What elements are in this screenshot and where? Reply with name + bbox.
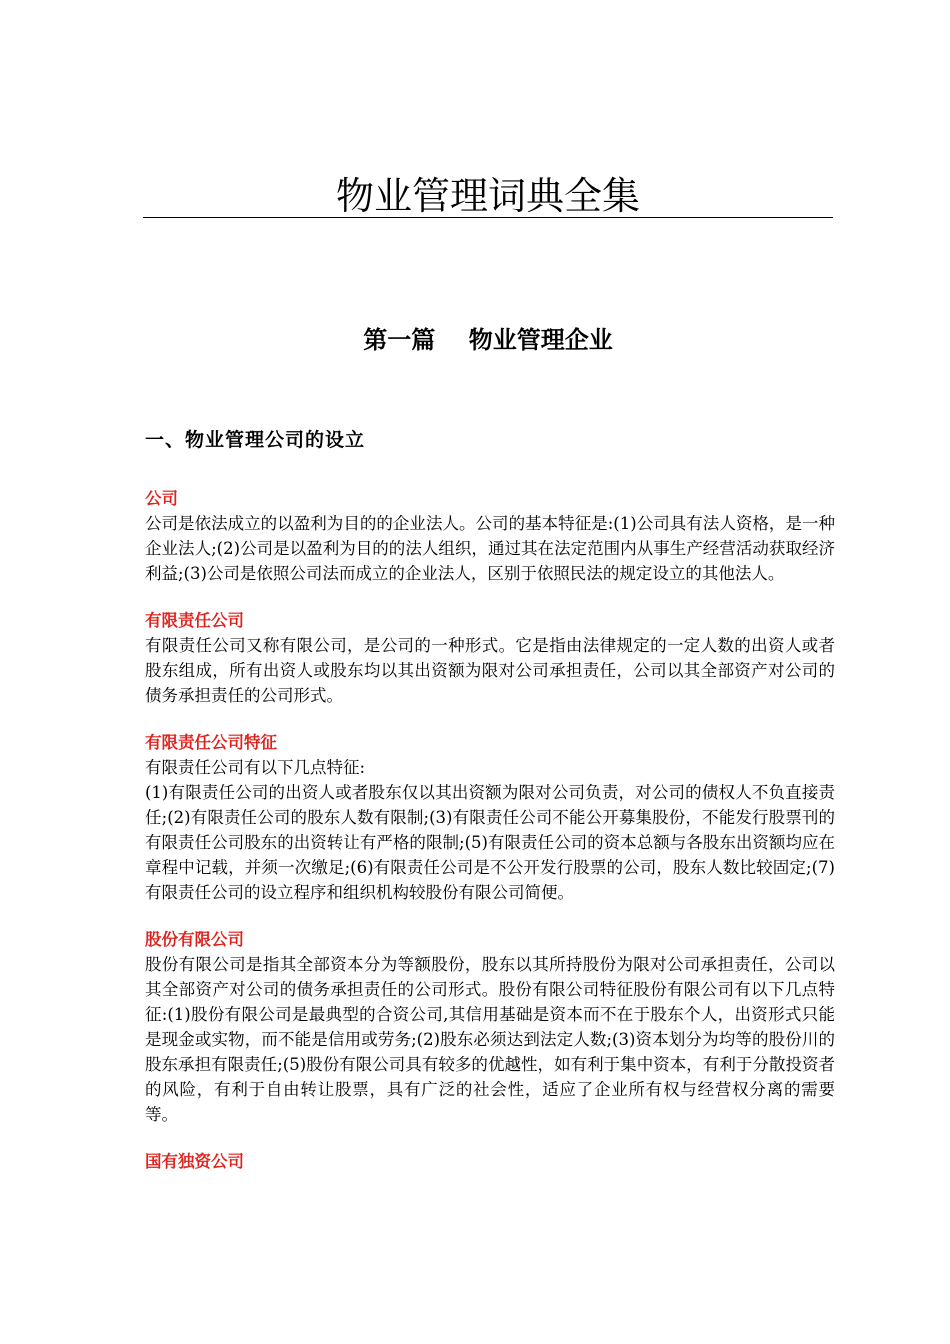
title-underline: [143, 217, 833, 218]
part-heading: 第一篇 物业管理企业: [363, 326, 613, 354]
entry-term: 有限责任公司: [145, 611, 244, 630]
entry-definition-intro: 有限责任公司有以下几点特征:: [145, 758, 366, 777]
glossary-entry: [145, 927, 835, 1127]
glossary-entry: [145, 486, 835, 586]
entry-term: 股份有限公司: [145, 930, 244, 949]
entry-definition: 股份有限公司是指其全部资本分为等额股份，股东以其所持股份为限对公司承担责任，公司以其全部资产对公司的债务承担责任的公司形式。股份有限公司特征股份有限公司有以下几点特征:(1)股份有限公司是最典型的合资公司,其信用基础是资本而不在于股东个人，出资形式只能是现金或实物，而不能是信用或劳务;(2)股东必须达到法定人数;(3)资本划分为均等的股份川的股东承担有限责任;(5)股份有限公司具有较多的优越性，如有利于集中资本，有利于分散投资者的风险，有利于自由转让股票，具有广泛的社会性，适应了企业所有权与经营权分离的需要等。: [145, 955, 835, 1124]
entry-definition: 公司是依法成立的以盈利为目的的企业法人。公司的基本特征是:(1)公司具有法人资格，是一种企业法人;(2)公司是以盈利为目的的法人组织，通过其在法定范围内从事生产经营活动获取经济利益;(3)公司是依照公司法而成立的企业法人，区别于依照民法的规定设立的其他法人。: [145, 514, 835, 583]
glossary-entry: [145, 608, 835, 708]
glossary-entry: [145, 730, 835, 905]
glossary-entries: [145, 486, 835, 1196]
entry-term: 有限责任公司特征: [145, 733, 277, 752]
entry-term: 国有独资公司: [145, 1152, 244, 1171]
entry-term: 公司: [145, 489, 178, 508]
document-title: 物业管理词典全集: [335, 174, 640, 218]
entry-definition: 有限责任公司又称有限公司，是公司的一种形式。它是指由法律规定的一定人数的出资人或者股东组成，所有出资人或股东均以其出资额为限对公司承担责任，公司以其全部资产对公司的债务承担责任的公司形式。: [145, 636, 835, 705]
glossary-entry: [145, 1149, 835, 1174]
section-heading: 一、物业管理公司的设立: [145, 429, 366, 451]
entry-definition: (1)有限责任公司的出资人或者股东仅以其出资额为限对公司负责，对公司的债权人不负直接责任;(2)有限责任公司的股东人数有限制;(3)有限责任公司不能公开募集股份，不能发行股票刊的有限责任公司股东的出资转让有严格的限制;(5)有限责任公司的资本总额与各股东出资额均应在章程中记载，并须一次缴足;(6)有限责任公司是不公开发行股票的公司，股东人数比较固定;(7)有限责任公司的设立程序和组织机构较股份有限公司简便。: [145, 783, 835, 902]
